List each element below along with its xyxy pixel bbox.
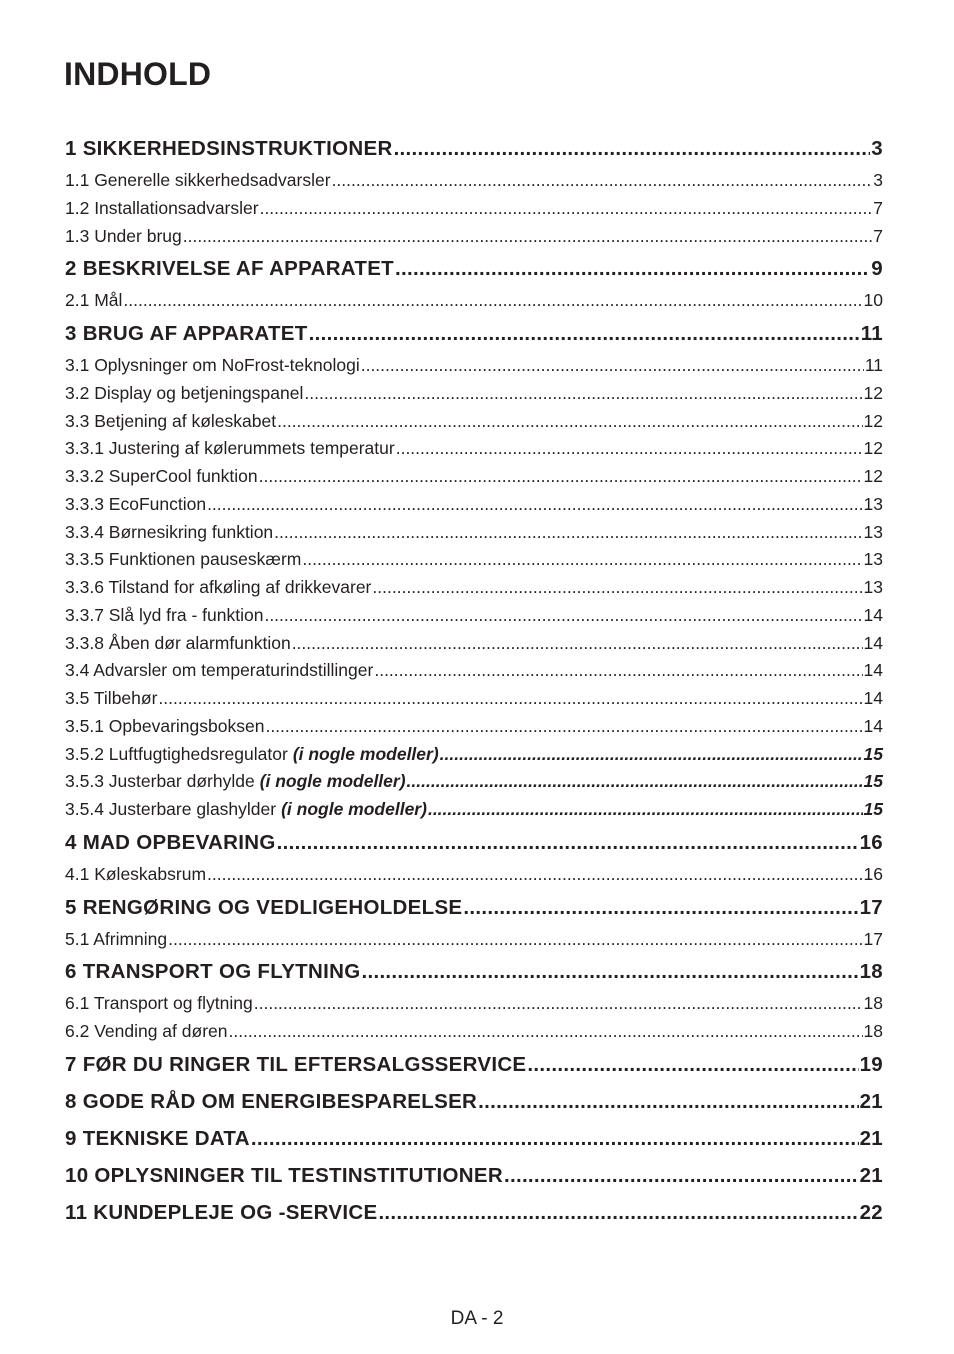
toc-chapter-entry[interactable] — [65, 824, 883, 861]
toc-section-entry[interactable] — [65, 435, 883, 463]
toc-section-entry[interactable] — [65, 796, 883, 824]
toc-dot-leader — [183, 223, 873, 251]
toc-entry-label: 1 SIKKERHEDSINSTRUKTIONER — [65, 137, 393, 160]
toc-section-entry[interactable] — [65, 167, 883, 195]
toc-entry-label: 3.3.8 Åben dør alarmfunktion — [65, 632, 291, 653]
toc-page-number: 13 — [863, 549, 883, 570]
toc-dot-leader — [440, 741, 863, 769]
toc-dot-leader — [264, 602, 862, 630]
toc-page-number: 15 — [863, 743, 883, 764]
toc-section-entry[interactable] — [65, 685, 883, 713]
toc-dot-leader — [463, 889, 858, 926]
toc-dot-leader — [428, 796, 863, 824]
toc-dot-leader — [407, 768, 863, 796]
toc-dot-leader — [394, 130, 871, 167]
toc-section-entry[interactable] — [65, 287, 883, 315]
toc-dot-leader — [260, 195, 873, 223]
toc-section-entry[interactable] — [65, 546, 883, 574]
toc-entry-label: 3.5.1 Opbevaringsboksen — [65, 715, 265, 736]
toc-entry-label: 3.1 Oplysninger om NoFrost-teknologi — [65, 355, 360, 375]
toc-entry-label: 1.2 Installationsadvarsler — [65, 197, 259, 218]
toc-section-entry[interactable] — [65, 990, 883, 1018]
toc-chapter-entry[interactable] — [65, 1083, 883, 1120]
toc-entry-label: 3.5.4 Justerbare glashylder — [65, 799, 277, 819]
toc-chapter-entry[interactable] — [65, 889, 883, 926]
toc-dot-leader — [372, 574, 862, 602]
toc-entry-label: 3.5.3 Justerbar dørhylde — [65, 771, 255, 792]
toc-page-number: 12 — [863, 466, 883, 486]
toc-chapter-entry[interactable] — [65, 1046, 883, 1083]
toc-entry-label: 7 FØR DU RINGER TIL EFTERSALGSSERVICE — [65, 1052, 527, 1076]
toc-dot-leader — [378, 1194, 858, 1231]
toc-page-number: 22 — [859, 1200, 883, 1224]
toc-entry-label: 3 BRUG AF APPARATET — [65, 322, 308, 345]
toc-page-number: 7 — [873, 225, 883, 246]
toc-page-number: 12 — [863, 382, 883, 403]
toc-page-number: 12 — [863, 438, 883, 459]
toc-section-entry[interactable] — [65, 861, 883, 889]
table-of-contents — [65, 130, 883, 1231]
toc-section-entry[interactable] — [65, 713, 883, 741]
toc-dot-leader — [274, 519, 862, 547]
toc-entry-label: 3.3 Betjening af køleskabet — [65, 410, 277, 431]
toc-page-number: 21 — [859, 1163, 883, 1187]
toc-page-number: 17 — [863, 928, 883, 949]
toc-page-number: 15 — [863, 771, 883, 792]
toc-entry-label: 3.3.7 Slå lyd fra - funktion — [65, 604, 264, 625]
toc-section-entry[interactable] — [65, 352, 883, 380]
toc-section-entry[interactable] — [65, 491, 883, 519]
toc-page-number: 11 — [864, 355, 883, 375]
toc-dot-leader — [374, 657, 862, 685]
toc-page-number: 16 — [863, 863, 883, 884]
toc-dot-leader — [207, 491, 862, 519]
toc-page-number: 11 — [860, 322, 883, 345]
toc-section-entry[interactable] — [65, 195, 883, 223]
toc-page-number: 14 — [863, 715, 883, 736]
toc-entry-label: 4 MAD OPBEVARING — [65, 830, 276, 854]
toc-page-number: 15 — [863, 799, 883, 819]
toc-page-number: 13 — [863, 577, 883, 597]
toc-chapter-entry[interactable] — [65, 1120, 883, 1157]
toc-page-number: 18 — [863, 993, 883, 1014]
toc-page-number: 16 — [859, 830, 883, 854]
toc-page-number: 9 — [871, 257, 883, 281]
toc-dot-leader — [504, 1157, 859, 1194]
toc-chapter-entry[interactable] — [65, 130, 883, 167]
toc-entry-label: 1.3 Under brug — [65, 225, 182, 246]
toc-entry-label: 6 TRANSPORT OG FLYTNING — [65, 960, 361, 984]
toc-page-number: 14 — [863, 660, 883, 681]
toc-entry-label: 5.1 Afrimning — [65, 928, 168, 949]
toc-section-entry[interactable] — [65, 741, 883, 769]
toc-page-number: 7 — [873, 197, 883, 218]
toc-page-number: 19 — [859, 1052, 883, 1076]
toc-entry-note: (i nogle modeller) — [259, 771, 406, 792]
toc-page-number: 21 — [859, 1126, 883, 1150]
toc-entry-label: 3.3.2 SuperCool funktion — [65, 466, 258, 486]
toc-section-entry[interactable] — [65, 926, 883, 954]
toc-entry-label: 8 GODE RÅD OM ENERGIBESPARELSER — [65, 1089, 478, 1113]
toc-entry-label: 3.5.2 Luftfugtighedsregulator — [65, 743, 288, 764]
toc-chapter-entry[interactable] — [65, 315, 883, 352]
toc-dot-leader — [527, 1046, 858, 1083]
toc-dot-leader — [251, 1120, 859, 1157]
toc-dot-leader — [277, 824, 859, 861]
toc-section-entry[interactable] — [65, 1018, 883, 1046]
toc-page-number: 13 — [863, 493, 883, 514]
toc-entry-label: 2 BESKRIVELSE AF APPARATET — [65, 257, 395, 281]
toc-dot-leader — [123, 287, 862, 315]
toc-dot-leader — [254, 990, 863, 1018]
toc-dot-leader — [478, 1083, 858, 1120]
toc-entry-label: 3.4 Advarsler om temperaturindstillinger — [65, 660, 374, 681]
toc-page-number: 12 — [863, 410, 883, 431]
toc-entry-label: 3.3.4 Børnesikring funktion — [65, 521, 274, 542]
toc-dot-leader — [168, 926, 862, 954]
toc-dot-leader — [277, 408, 862, 436]
toc-section-entry[interactable] — [65, 630, 883, 658]
toc-page-number: 3 — [871, 137, 883, 160]
toc-page-number: 18 — [859, 960, 883, 984]
toc-entry-label: 3.5 Tilbehør — [65, 688, 158, 708]
toc-section-entry[interactable] — [65, 602, 883, 630]
toc-dot-leader — [207, 861, 863, 889]
toc-page-number: 14 — [863, 688, 883, 708]
toc-entry-label: 6.1 Transport og flytning — [65, 993, 253, 1014]
toc-page-number: 10 — [863, 290, 883, 311]
toc-dot-leader — [396, 435, 863, 463]
page-number: DA - 2 — [450, 1308, 504, 1329]
toc-dot-leader — [265, 713, 862, 741]
toc-page-number: 14 — [863, 604, 883, 625]
toc-entry-note: (i nogle modeller) — [281, 799, 427, 819]
toc-page-number: 14 — [863, 632, 883, 653]
toc-entry-label: 1.1 Generelle sikkerhedsadvarsler — [65, 170, 331, 190]
toc-dot-leader — [259, 463, 863, 491]
toc-chapter-entry[interactable] — [65, 1157, 883, 1194]
toc-entry-label: 3.3.1 Justering af kølerummets temperatur — [65, 438, 395, 459]
toc-dot-leader — [302, 546, 862, 574]
toc-dot-leader — [304, 380, 862, 408]
toc-dot-leader — [395, 250, 870, 287]
toc-page-number: 18 — [863, 1021, 883, 1041]
toc-entry-label: 9 TEKNISKE DATA — [65, 1126, 250, 1150]
toc-entry-label: 5 RENGØRING OG VEDLIGEHOLDELSE — [65, 895, 463, 919]
toc-section-entry[interactable] — [65, 768, 883, 796]
page-title: INDHOLD — [64, 56, 212, 92]
toc-dot-leader — [361, 352, 864, 380]
toc-entry-label: 3.3.6 Tilstand for afkøling af drikkevarer — [65, 577, 372, 597]
toc-section-entry[interactable] — [65, 380, 883, 408]
toc-page-number: 21 — [859, 1089, 883, 1113]
toc-section-entry[interactable] — [65, 519, 883, 547]
toc-dot-leader — [158, 685, 862, 713]
toc-entry-label: 10 OPLYSNINGER TIL TESTINSTITUTIONER — [65, 1163, 503, 1187]
toc-dot-leader — [332, 167, 873, 195]
toc-entry-label: 3.2 Display og betjeningspanel — [65, 382, 304, 403]
toc-page-number: 3 — [873, 170, 883, 190]
toc-section-entry[interactable] — [65, 463, 883, 491]
toc-section-entry[interactable] — [65, 223, 883, 251]
toc-page-number: 13 — [863, 521, 883, 542]
toc-page-number: 17 — [859, 895, 883, 919]
toc-section-entry[interactable] — [65, 574, 883, 602]
toc-entry-label: 3.3.5 Funktionen pauseskærm — [65, 549, 302, 570]
toc-section-entry[interactable] — [65, 408, 883, 436]
toc-chapter-entry[interactable] — [65, 250, 883, 287]
toc-chapter-entry[interactable] — [65, 1194, 883, 1231]
toc-dot-leader — [228, 1018, 862, 1046]
toc-entry-note: (i nogle modeller) — [292, 743, 439, 764]
toc-dot-leader — [292, 630, 863, 658]
toc-chapter-entry[interactable] — [65, 953, 883, 990]
toc-dot-leader — [309, 315, 860, 352]
toc-section-entry[interactable] — [65, 657, 883, 685]
toc-entry-label: 2.1 Mål — [65, 290, 123, 311]
toc-entry-label: 4.1 Køleskabsrum — [65, 863, 207, 884]
toc-dot-leader — [361, 953, 858, 990]
toc-entry-label: 3.3.3 EcoFunction — [65, 493, 207, 514]
toc-entry-label: 11 KUNDEPLEJE OG -SERVICE — [65, 1200, 378, 1224]
toc-entry-label: 6.2 Vending af døren — [65, 1021, 228, 1041]
